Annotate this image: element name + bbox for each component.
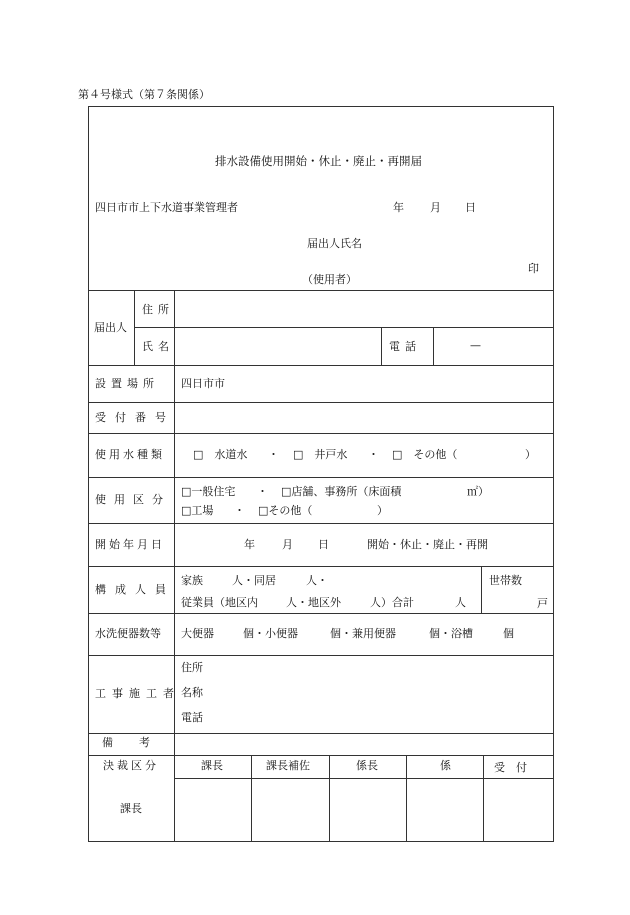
members-cohabit-unit: 人・	[306, 574, 328, 587]
approval-label: 決裁区分	[103, 759, 159, 772]
divider	[483, 755, 484, 842]
form-frame	[88, 106, 554, 842]
divider	[251, 755, 252, 842]
divider	[481, 566, 482, 613]
applicant-address-label: 住所	[142, 303, 174, 316]
divider	[88, 655, 554, 656]
divider	[88, 523, 554, 524]
water-type-close: ）	[525, 448, 536, 461]
members-family: 家族	[181, 574, 203, 587]
household-label: 世帯数	[489, 574, 522, 587]
start-date-year: 年	[244, 538, 255, 551]
toilets-combined: 個・兼用便器	[330, 627, 396, 640]
usage-close: ）	[377, 504, 388, 517]
approval-col: 係	[440, 759, 451, 772]
form-number: 第４号様式（第７条関係）	[78, 88, 210, 101]
applicant-label: 届出人	[94, 321, 127, 334]
addressee: 四日市市上下水道事業管理者	[95, 201, 238, 214]
contractor-name: 名称	[181, 686, 203, 699]
separator-dot: ・	[268, 448, 279, 461]
start-date-label: 開始年月日	[95, 538, 165, 551]
water-type-label: 使用水種類	[95, 448, 165, 461]
water-type-opt-tap[interactable]: □ 水道水	[193, 448, 248, 461]
start-date-month: 月	[282, 538, 293, 551]
usage-opt-other[interactable]: □その他（	[258, 504, 313, 517]
divider	[88, 477, 554, 478]
usage-opt-shop[interactable]: □店舗、事務所（床面積	[281, 485, 402, 498]
approval-col: 課長補佐	[266, 759, 310, 772]
toilets-large: 大便器	[181, 627, 214, 640]
divider	[88, 755, 554, 756]
contractor-phone: 電話	[181, 711, 203, 724]
start-date-day: 日	[318, 538, 329, 551]
water-type-opt-other[interactable]: □ その他（	[392, 448, 458, 461]
divider	[88, 733, 554, 734]
approval-col: 課長	[201, 759, 223, 772]
contractor-address: 住所	[181, 661, 203, 674]
divider	[88, 433, 554, 434]
usage-area-unit: ㎡）	[467, 485, 489, 498]
members-total-unit: 人	[455, 596, 466, 609]
members-total: 人）合計	[370, 596, 414, 609]
location-value: 四日市市	[181, 377, 225, 390]
members-outside: 人・地区外	[286, 596, 341, 609]
divider	[88, 402, 554, 403]
date-year: 年	[393, 201, 404, 214]
approval-col: 受 付	[494, 761, 527, 774]
approval-row-label: 課長	[120, 802, 142, 815]
household-unit: 戸	[537, 597, 548, 610]
members-cohabit: 人・同居	[232, 574, 276, 587]
members-employees: 従業員（地区内	[181, 596, 258, 609]
applicant-phone-dash: —	[470, 339, 481, 352]
divider	[88, 613, 554, 614]
start-date-type: 開始・休止・廃止・再開	[367, 538, 488, 551]
submitter-name-label: 届出人氏名	[307, 237, 362, 250]
divider	[88, 566, 554, 567]
reception-number-label: 受付番号	[95, 411, 175, 424]
date-day: 日	[465, 201, 476, 214]
remarks-label: 備考	[102, 736, 176, 749]
user-label: （使用者）	[302, 273, 357, 286]
seal-mark: 印	[528, 262, 539, 275]
location-label: 設置場所	[95, 377, 159, 390]
applicant-name-label: 氏名	[142, 340, 174, 353]
toilets-bath: 個・浴槽	[429, 627, 473, 640]
usage-opt-house[interactable]: □一般住宅	[181, 485, 236, 498]
water-type-opt-well[interactable]: □ 井戸水	[293, 448, 348, 461]
members-label: 構成人員	[95, 583, 175, 596]
divider	[174, 290, 175, 842]
divider	[88, 290, 554, 291]
divider	[174, 778, 554, 779]
toilets-label: 水洗便器数等	[95, 627, 161, 640]
separator-dot: ・	[368, 448, 379, 461]
divider	[433, 327, 434, 365]
separator-dot: ・	[257, 485, 268, 498]
divider	[88, 365, 554, 366]
usage-opt-factory[interactable]: □工場	[181, 504, 214, 517]
divider	[381, 327, 382, 365]
toilets-small: 個・小便器	[243, 627, 298, 640]
divider	[134, 327, 554, 328]
applicant-phone-label: 電話	[389, 340, 421, 353]
usage-label: 使用区分	[95, 493, 171, 506]
separator-dot: ・	[234, 504, 245, 517]
toilets-bath-unit: 個	[503, 627, 514, 640]
divider	[406, 755, 407, 842]
contractor-label: 工事施工者	[95, 687, 180, 700]
form-title: 排水設備使用開始・休止・廃止・再開届	[215, 154, 422, 168]
divider	[134, 290, 135, 365]
divider	[329, 755, 330, 842]
approval-col: 係長	[356, 759, 378, 772]
date-month: 月	[430, 201, 441, 214]
